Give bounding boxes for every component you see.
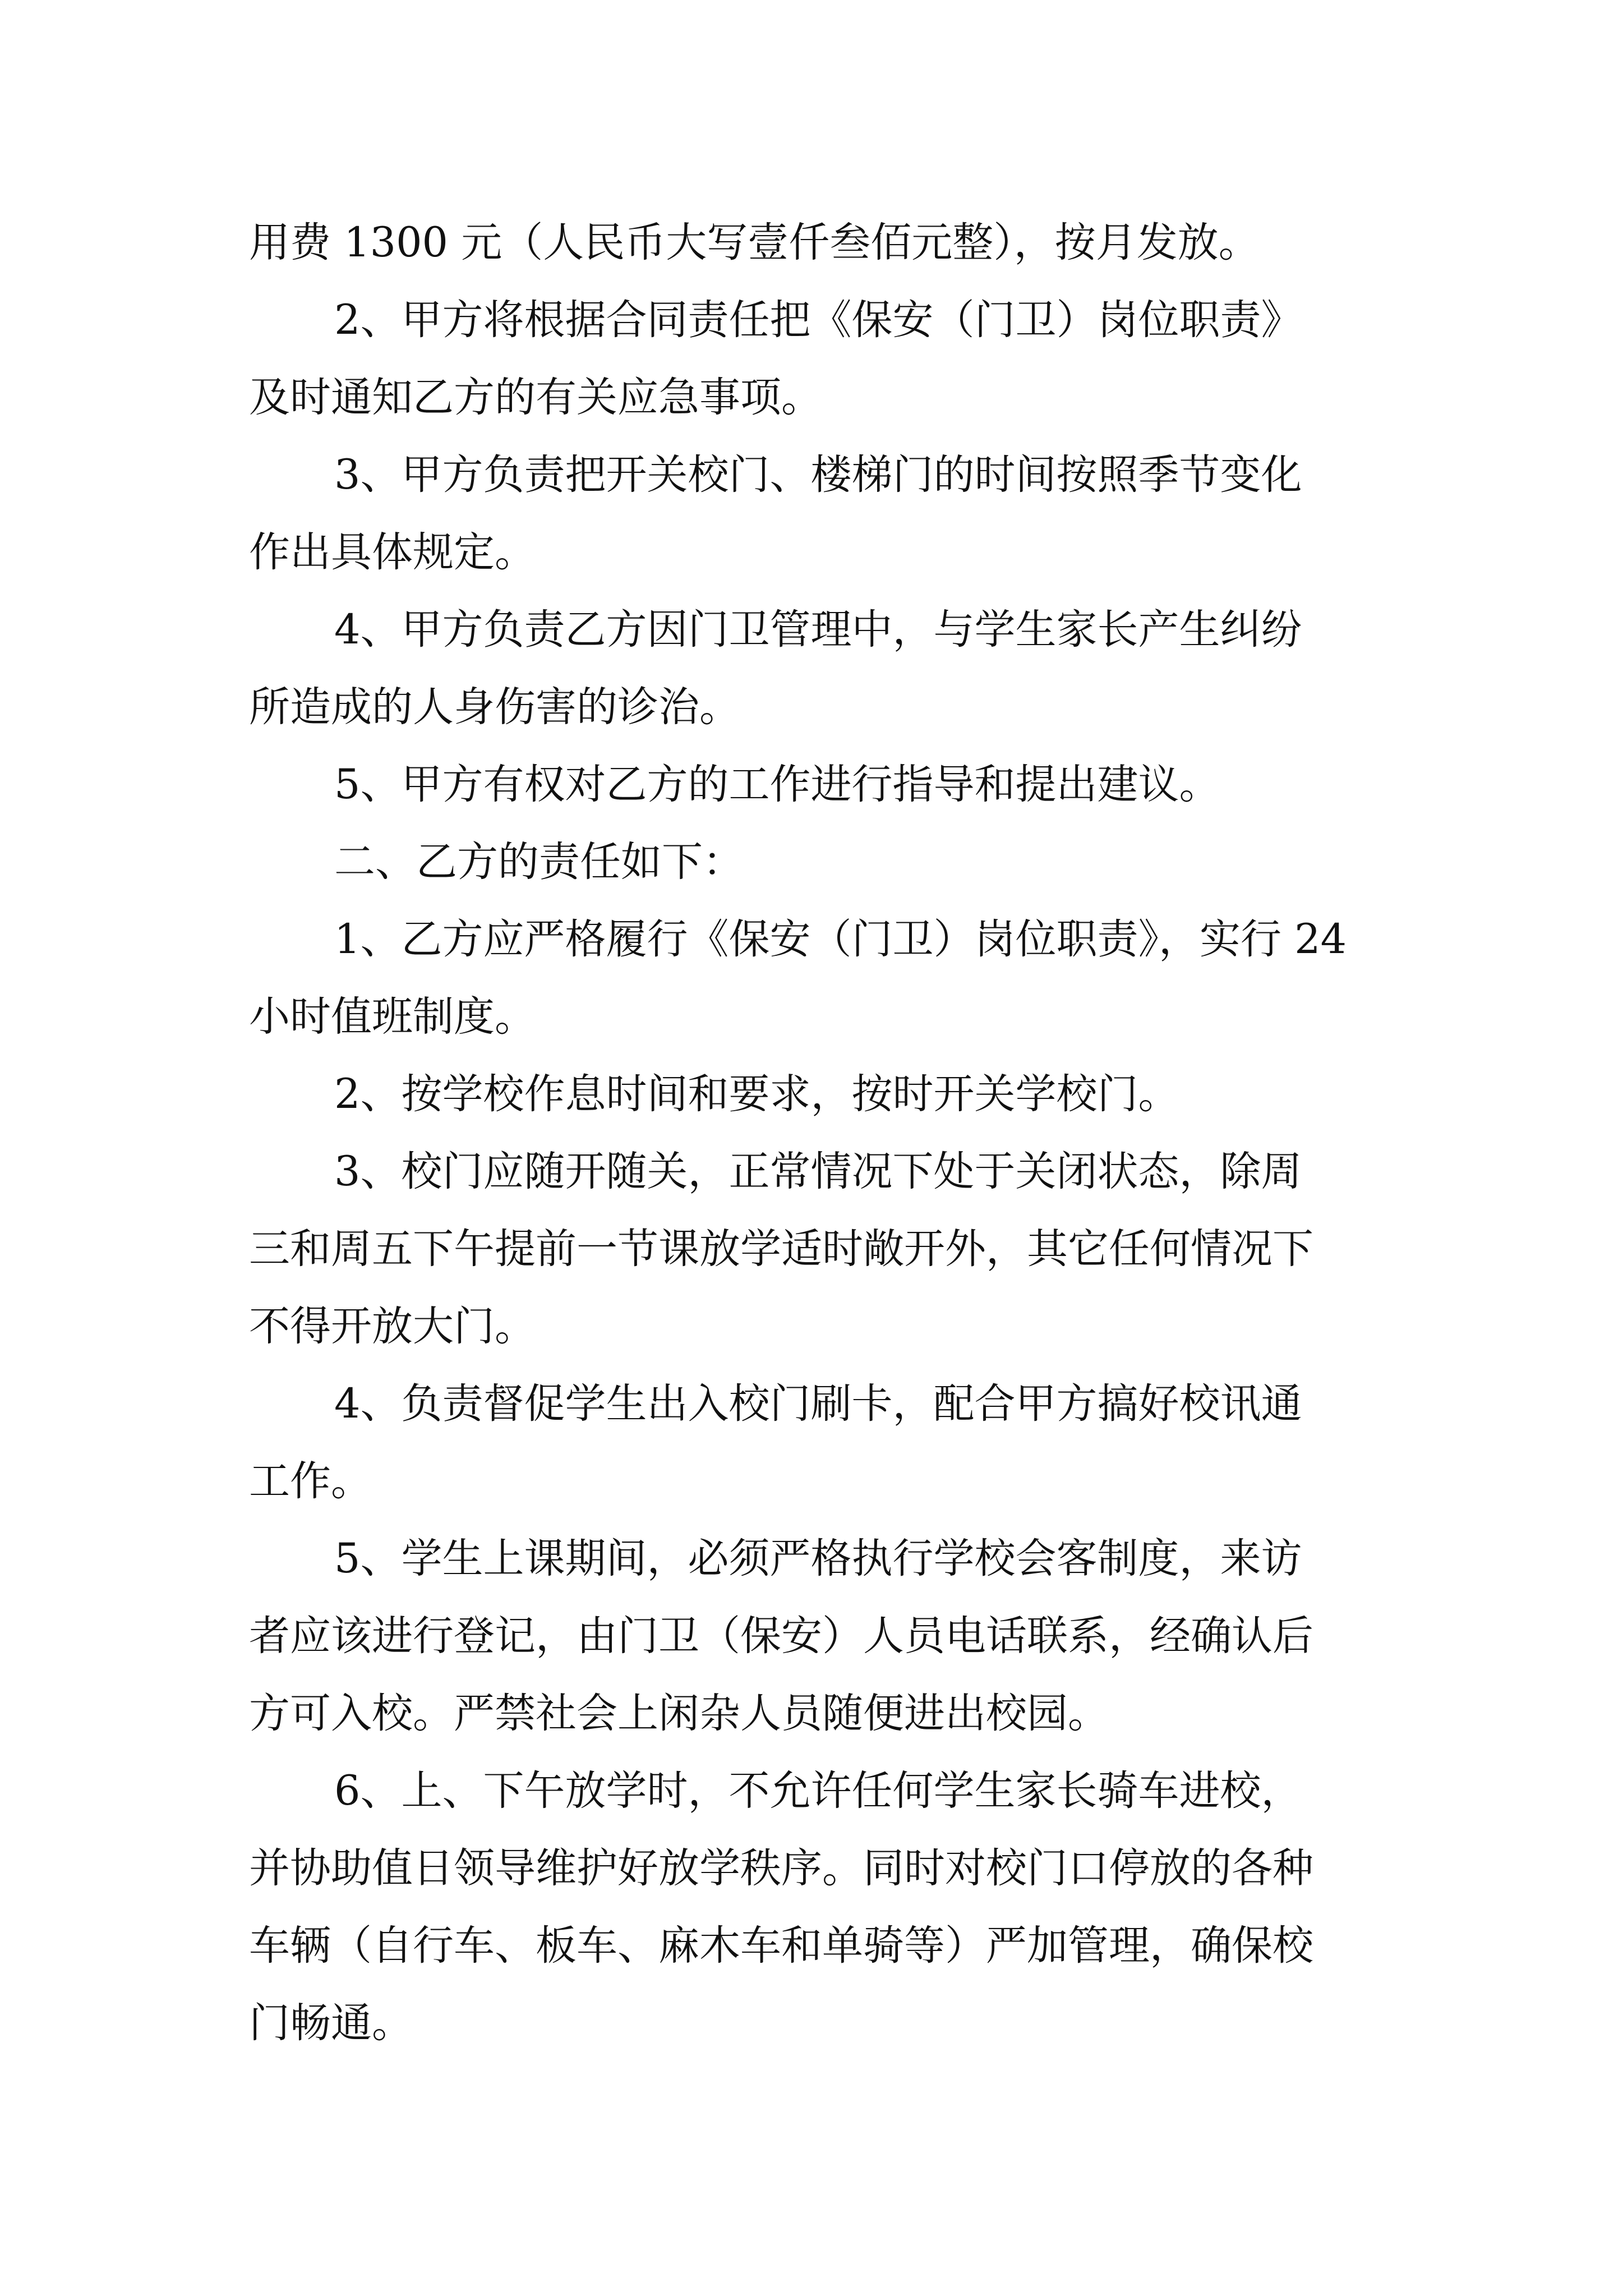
text-line: 及时通知乙方的有关应急事项。 xyxy=(249,374,822,421)
text-line: 工作。 xyxy=(249,1457,372,1505)
text-line: 6、上、下午放学时，不允许任何学生家长骑车进校， xyxy=(334,1767,1302,1815)
text-line: 3、甲方负责把开关校门、楼梯门的时间按照季节变化 xyxy=(334,451,1302,499)
text-line: 2、按学校作息时间和要求，按时开关学校门。 xyxy=(334,1070,1179,1118)
text-line: 2、甲方将根据合同责任把《保安（门卫）岗位职责》 xyxy=(334,296,1302,344)
text-line: 5、学生上课期间，必须严格执行学校会客制度，来访 xyxy=(334,1535,1302,1582)
text-line: 4、负责督促学生出入校门刷卡，配合甲方搞好校讯通 xyxy=(334,1380,1302,1428)
text-line: 不得开放大门。 xyxy=(249,1303,536,1350)
text-line: 1、乙方应严格履行《保安（门卫）岗位职责》，实行 24 xyxy=(334,915,1347,963)
text-line: 作出具体规定。 xyxy=(249,528,536,576)
text-line: 所造成的人身伤害的诊治。 xyxy=(249,683,740,731)
text-line: 者应该进行登记，由门卫（保安）人员电话联系，经确认后 xyxy=(249,1612,1313,1660)
text-line: 门畅通。 xyxy=(249,1999,413,2047)
text-line: 三和周五下午提前一节课放学适时敞开外，其它任何情况下 xyxy=(249,1225,1313,1273)
text-line: 并协助值日领导维护好放学秩序。同时对校门口停放的各种 xyxy=(249,1844,1313,1892)
section-heading: 二、乙方的责任如下： xyxy=(334,838,744,886)
text-line: 4、甲方负责乙方因门卫管理中，与学生家长产生纠纷 xyxy=(334,606,1302,654)
text-line: 车辆（自行车、板车、麻木车和单骑等）严加管理，确保校 xyxy=(249,1922,1313,1970)
text-line: 5、甲方有权对乙方的工作进行指导和提出建议。 xyxy=(334,761,1220,808)
text-line: 3、校门应随开随关，正常情况下处于关闭状态，除周 xyxy=(334,1148,1302,1195)
text-line: 方可入校。严禁社会上闲杂人员随便进出校园。 xyxy=(249,1690,1109,1737)
text-line: 用费 1300 元（人民币大写壹仟叁佰元整），按月发放。 xyxy=(249,219,1260,266)
text-line: 小时值班制度。 xyxy=(249,993,536,1041)
